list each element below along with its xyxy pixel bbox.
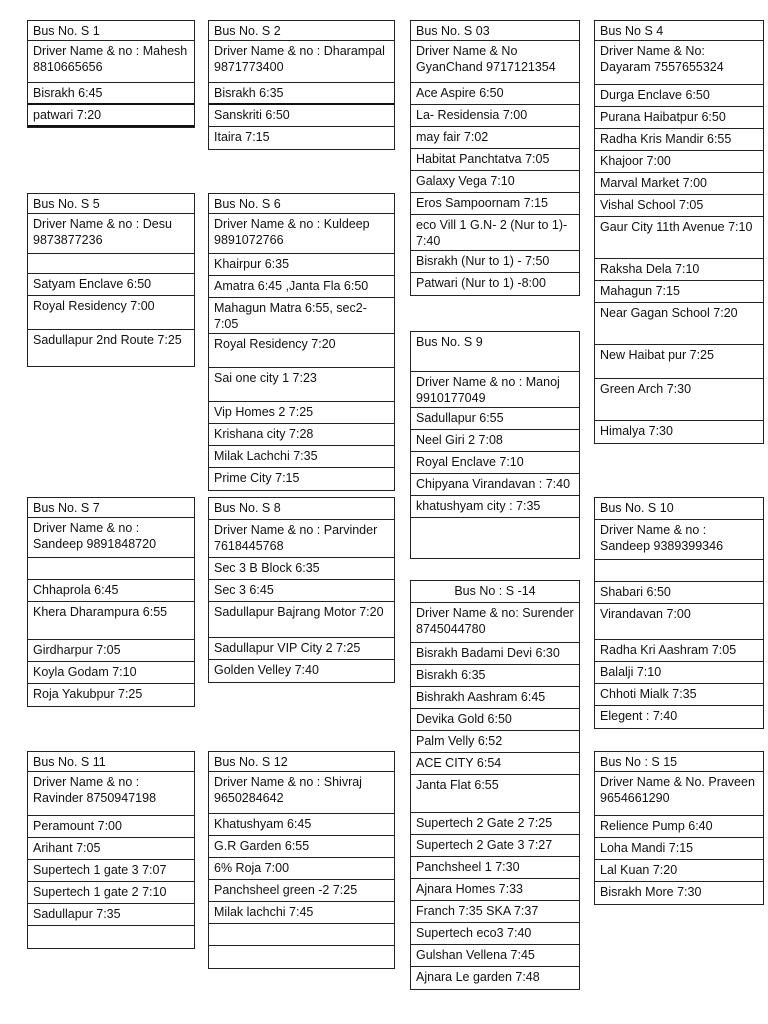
bus-s2-driver-info: Driver Name & no : Dharampal 9871773400 xyxy=(209,41,394,83)
bus-s9-bus-number: Bus No. S 9 xyxy=(411,332,579,372)
bus-s7-stop-row xyxy=(28,558,194,580)
bus-s1-driver-info: Driver Name & no : Mahesh 8810665656 xyxy=(28,41,194,83)
bus-s6-bus-number: Bus No. S 6 xyxy=(209,194,394,214)
bus-s8-stop-row: Sec 3 6:45 xyxy=(209,580,394,602)
bus-s11-bus-number: Bus No. S 11 xyxy=(28,752,194,772)
bus-s15-card xyxy=(594,751,764,905)
bus-s4-bus-number: Bus No S 4 xyxy=(595,21,763,41)
bus-s7-stop-row: Koyla Godam 7:10 xyxy=(28,662,194,684)
bus-s6-stop-row: Krishana city 7:28 xyxy=(209,424,394,446)
bus-s12-stop-row xyxy=(209,946,394,968)
bus-s10-stop-row xyxy=(595,560,763,582)
bus-s11-stop-row: Peramount 7:00 xyxy=(28,816,194,838)
bus-s10-stop-row: Elegent : 7:40 xyxy=(600,709,678,723)
bus-s4-stop-row: Himalya 7:30 xyxy=(600,424,673,438)
bus-s15-driver-info: Driver Name & No. Praveen 9654661290 xyxy=(595,772,763,816)
bus-s5-stop-row: Satyam Enclave 6:50 xyxy=(28,274,194,296)
bus-s4-stop-row: Marval Market 7:00 xyxy=(595,173,763,195)
bus-s6-driver-info: Driver Name & no : Kuldeep 9891072766 xyxy=(209,214,394,254)
bus-s14-stop-row: Janta Flat 6:55 xyxy=(411,775,579,813)
bus-s1-bus-number: Bus No. S 1 xyxy=(28,21,194,41)
bus-s5-bus-number: Bus No. S 5 xyxy=(28,194,194,214)
bus-s9-card xyxy=(410,331,580,559)
bus-s14-stop-row: Bisrakh Badami Devi 6:30 xyxy=(411,643,579,665)
bus-s14-stop-row: Franch 7:35 SKA 7:37 xyxy=(411,901,579,923)
bus-s7-stop-row: Roja Yakubpur 7:25 xyxy=(33,687,143,701)
bus-s12-card xyxy=(208,751,395,969)
bus-s5-stop-row xyxy=(28,254,194,274)
bus-s9-stop-row: Neel Giri 2 7:08 xyxy=(411,430,579,452)
bus-s11-driver-info: Driver Name & no : Ravinder 8750947198 xyxy=(28,772,194,816)
bus-s10-card xyxy=(594,497,764,729)
bus-s4-stop-row: Near Gagan School 7:20 xyxy=(595,303,763,345)
bus-s7-stop-row: Khera Dharampura 6:55 xyxy=(28,602,194,640)
bus-s03-bus-number: Bus No. S 03 xyxy=(411,21,579,41)
bus-s7-bus-number: Bus No. S 7 xyxy=(28,498,194,518)
bus-s1-card xyxy=(27,20,195,128)
bus-s2-stop-row: Bisrakh 6:35 xyxy=(209,83,394,105)
bus-s8-bus-number: Bus No. S 8 xyxy=(209,498,394,520)
bus-s14-stop-row: Supertech eco3 7:40 xyxy=(411,923,579,945)
bus-s8-stop-row: Sadullapur Bajrang Motor 7:20 xyxy=(209,602,394,638)
bus-s14-stop-row: ACE CITY 6:54 xyxy=(411,753,579,775)
bus-s6-stop-row: Khairpur 6:35 xyxy=(209,254,394,276)
bus-s6-stop-row: Milak Lachchi 7:35 xyxy=(209,446,394,468)
bus-s11-stop-row: Supertech 1 gate 2 7:10 xyxy=(28,882,194,904)
bus-s10-bus-number: Bus No. S 10 xyxy=(595,498,763,520)
bus-s14-driver-info: Driver Name & no: Surender 8745044780 xyxy=(411,603,579,643)
bus-s14-stop-row: Devika Gold 6:50 xyxy=(411,709,579,731)
bus-s03-stop-row: Galaxy Vega 7:10 xyxy=(411,171,579,193)
bus-s10-stop-row: Radha Kri Aashram 7:05 xyxy=(595,640,763,662)
bus-s11-card xyxy=(27,751,195,949)
bus-s15-stop-row: Relience Pump 6:40 xyxy=(595,816,763,838)
bus-s8-card xyxy=(208,497,395,683)
bus-s9-stop-row: Royal Enclave 7:10 xyxy=(411,452,579,474)
bus-s4-stop-row: Mahagun 7:15 xyxy=(595,281,763,303)
bus-s03-stop-row: Eros Sampoornam 7:15 xyxy=(411,193,579,215)
bus-s03-stop-row: may fair 7:02 xyxy=(411,127,579,149)
bus-s14-bus-number: Bus No : S -14 xyxy=(411,581,579,603)
bus-s2-stop-row: Itaira 7:15 xyxy=(214,130,270,144)
bus-s8-driver-info: Driver Name & no : Parvinder 7618445768 xyxy=(209,520,394,558)
bus-s11-stop-row: Arihant 7:05 xyxy=(28,838,194,860)
bus-s7-driver-info: Driver Name & no : Sandeep 9891848720 xyxy=(28,518,194,558)
bus-s15-stop-row: Loha Mandi 7:15 xyxy=(595,838,763,860)
bus-s03-stop-row: Habitat Panchtatva 7:05 xyxy=(411,149,579,171)
bus-s12-stop-row: Panchsheel green -2 7:25 xyxy=(209,880,394,902)
bus-s10-driver-info: Driver Name & no : Sandeep 9389399346 xyxy=(595,520,763,560)
bus-s12-stop-row: Milak lachchi 7:45 xyxy=(209,902,394,924)
bus-s11-stop-row: Sadullapur 7:35 xyxy=(28,904,194,926)
bus-s4-stop-row: Raksha Dela 7:10 xyxy=(595,259,763,281)
bus-s14-stop-row: Palm Velly 6:52 xyxy=(411,731,579,753)
bus-s7-card xyxy=(27,497,195,707)
bus-s10-stop-row: Shabari 6:50 xyxy=(595,582,763,604)
bus-s03-stop-row: Ace Aspire 6:50 xyxy=(411,83,579,105)
bus-s14-stop-row: Bishrakh Aashram 6:45 xyxy=(411,687,579,709)
bus-s4-stop-row: Radha Kris Mandir 6:55 xyxy=(595,129,763,151)
bus-s10-stop-row: Chhoti Mialk 7:35 xyxy=(595,684,763,706)
bus-s5-stop-row: Sadullapur 2nd Route 7:25 xyxy=(33,333,182,347)
bus-s12-stop-row: Khatushyam 6:45 xyxy=(209,814,394,836)
bus-s2-card xyxy=(208,20,395,150)
bus-s14-stop-row: Bisrakh 6:35 xyxy=(411,665,579,687)
bus-s4-driver-info: Driver Name & No: Dayaram 7557655324 xyxy=(595,41,763,85)
bus-s10-stop-row: Balalji 7:10 xyxy=(595,662,763,684)
bus-s15-stop-row: Bisrakh More 7:30 xyxy=(600,885,702,899)
bus-s4-stop-row: Khajoor 7:00 xyxy=(595,151,763,173)
bus-s1-stop-row: Bisrakh 6:45 xyxy=(28,83,194,105)
bus-s4-stop-row: Vishal School 7:05 xyxy=(595,195,763,217)
bus-s03-stop-row: eco Vill 1 G.N- 2 (Nur to 1)- 7:40 xyxy=(411,215,579,251)
bus-s12-stop-row xyxy=(209,924,394,946)
bus-s6-stop-row: Sai one city 1 7:23 xyxy=(209,368,394,402)
bus-s14-stop-row: Supertech 2 Gate 3 7:27 xyxy=(411,835,579,857)
bus-s2-bus-number: Bus No. S 2 xyxy=(209,21,394,41)
bus-s6-card xyxy=(208,193,395,491)
bus-s2-stop-row: Sanskriti 6:50 xyxy=(209,105,394,127)
bus-s4-card xyxy=(594,20,764,444)
bus-s4-stop-row: Gaur City 11th Avenue 7:10 xyxy=(595,217,763,259)
bus-s6-stop-row: Royal Residency 7:20 xyxy=(209,334,394,368)
bus-s8-stop-row: Sadullapur VIP City 2 7:25 xyxy=(209,638,394,660)
bus-s15-bus-number: Bus No : S 15 xyxy=(595,752,763,772)
bus-s8-stop-row: Golden Velley 7:40 xyxy=(214,663,319,677)
bus-s03-stop-row: La- Residensia 7:00 xyxy=(411,105,579,127)
bus-s03-driver-info: Driver Name & No GyanChand 9717121354 xyxy=(411,41,579,83)
bus-s11-stop-row xyxy=(28,926,194,948)
bus-s9-stop-row xyxy=(411,518,579,558)
bus-s9-driver-info: Driver Name & no : Manoj 9910177049 xyxy=(411,372,579,408)
bus-s4-stop-row: Purana Haibatpur 6:50 xyxy=(595,107,763,129)
bus-s4-stop-row: Durga Enclave 6:50 xyxy=(595,85,763,107)
bus-s03-card xyxy=(410,20,580,296)
bus-s6-stop-row: Vip Homes 2 7:25 xyxy=(209,402,394,424)
bus-s14-stop-row: Supertech 2 Gate 2 7:25 xyxy=(411,813,579,835)
bus-s4-stop-row: New Haibat pur 7:25 xyxy=(595,345,763,379)
bus-s12-driver-info: Driver Name & no : Shivraj 9650284642 xyxy=(209,772,394,814)
bus-s14-stop-row: Ajnara Le garden 7:48 xyxy=(416,970,540,984)
bus-s11-stop-row: Supertech 1 gate 3 7:07 xyxy=(28,860,194,882)
bus-s6-stop-row: Amatra 6:45 ,Janta Fla 6:50 xyxy=(209,276,394,298)
bus-s9-stop-row: khatushyam city : 7:35 xyxy=(411,496,579,518)
bus-s03-stop-row: Patwari (Nur to 1) -8:00 xyxy=(416,276,546,290)
bus-s6-stop-row: Prime City 7:15 xyxy=(214,471,300,485)
bus-s15-stop-row: Lal Kuan 7:20 xyxy=(595,860,763,882)
bus-s9-stop-row: Sadullapur 6:55 xyxy=(411,408,579,430)
bus-s12-bus-number: Bus No. S 12 xyxy=(209,752,394,772)
bus-s12-stop-row: G.R Garden 6:55 xyxy=(209,836,394,858)
bus-s5-driver-info: Driver Name & no : Desu 9873877236 xyxy=(28,214,194,254)
bus-s10-stop-row: Virandavan 7:00 xyxy=(595,604,763,640)
bus-s7-stop-row: Girdharpur 7:05 xyxy=(28,640,194,662)
bus-s14-card xyxy=(410,580,580,990)
bus-s5-stop-row: Royal Residency 7:00 xyxy=(28,296,194,330)
bus-s6-stop-row: Mahagun Matra 6:55, sec2- 7:05 xyxy=(209,298,394,334)
bus-s9-stop-row: Chipyana Virandavan : 7:40 xyxy=(411,474,579,496)
bus-s7-stop-row: Chhaprola 6:45 xyxy=(28,580,194,602)
bus-s12-stop-row: 6% Roja 7:00 xyxy=(209,858,394,880)
bus-s4-stop-row: Green Arch 7:30 xyxy=(595,379,763,421)
bus-s14-stop-row: Gulshan Vellena 7:45 xyxy=(411,945,579,967)
bus-s14-stop-row: Ajnara Homes 7:33 xyxy=(411,879,579,901)
bus-s8-stop-row: Sec 3 B Block 6:35 xyxy=(209,558,394,580)
bus-s1-stop-row: patwari 7:20 xyxy=(28,105,194,127)
bus-s5-card xyxy=(27,193,195,367)
bus-s14-stop-row: Panchsheel 1 7:30 xyxy=(411,857,579,879)
bus-s03-stop-row: Bisrakh (Nur to 1) - 7:50 xyxy=(411,251,579,273)
